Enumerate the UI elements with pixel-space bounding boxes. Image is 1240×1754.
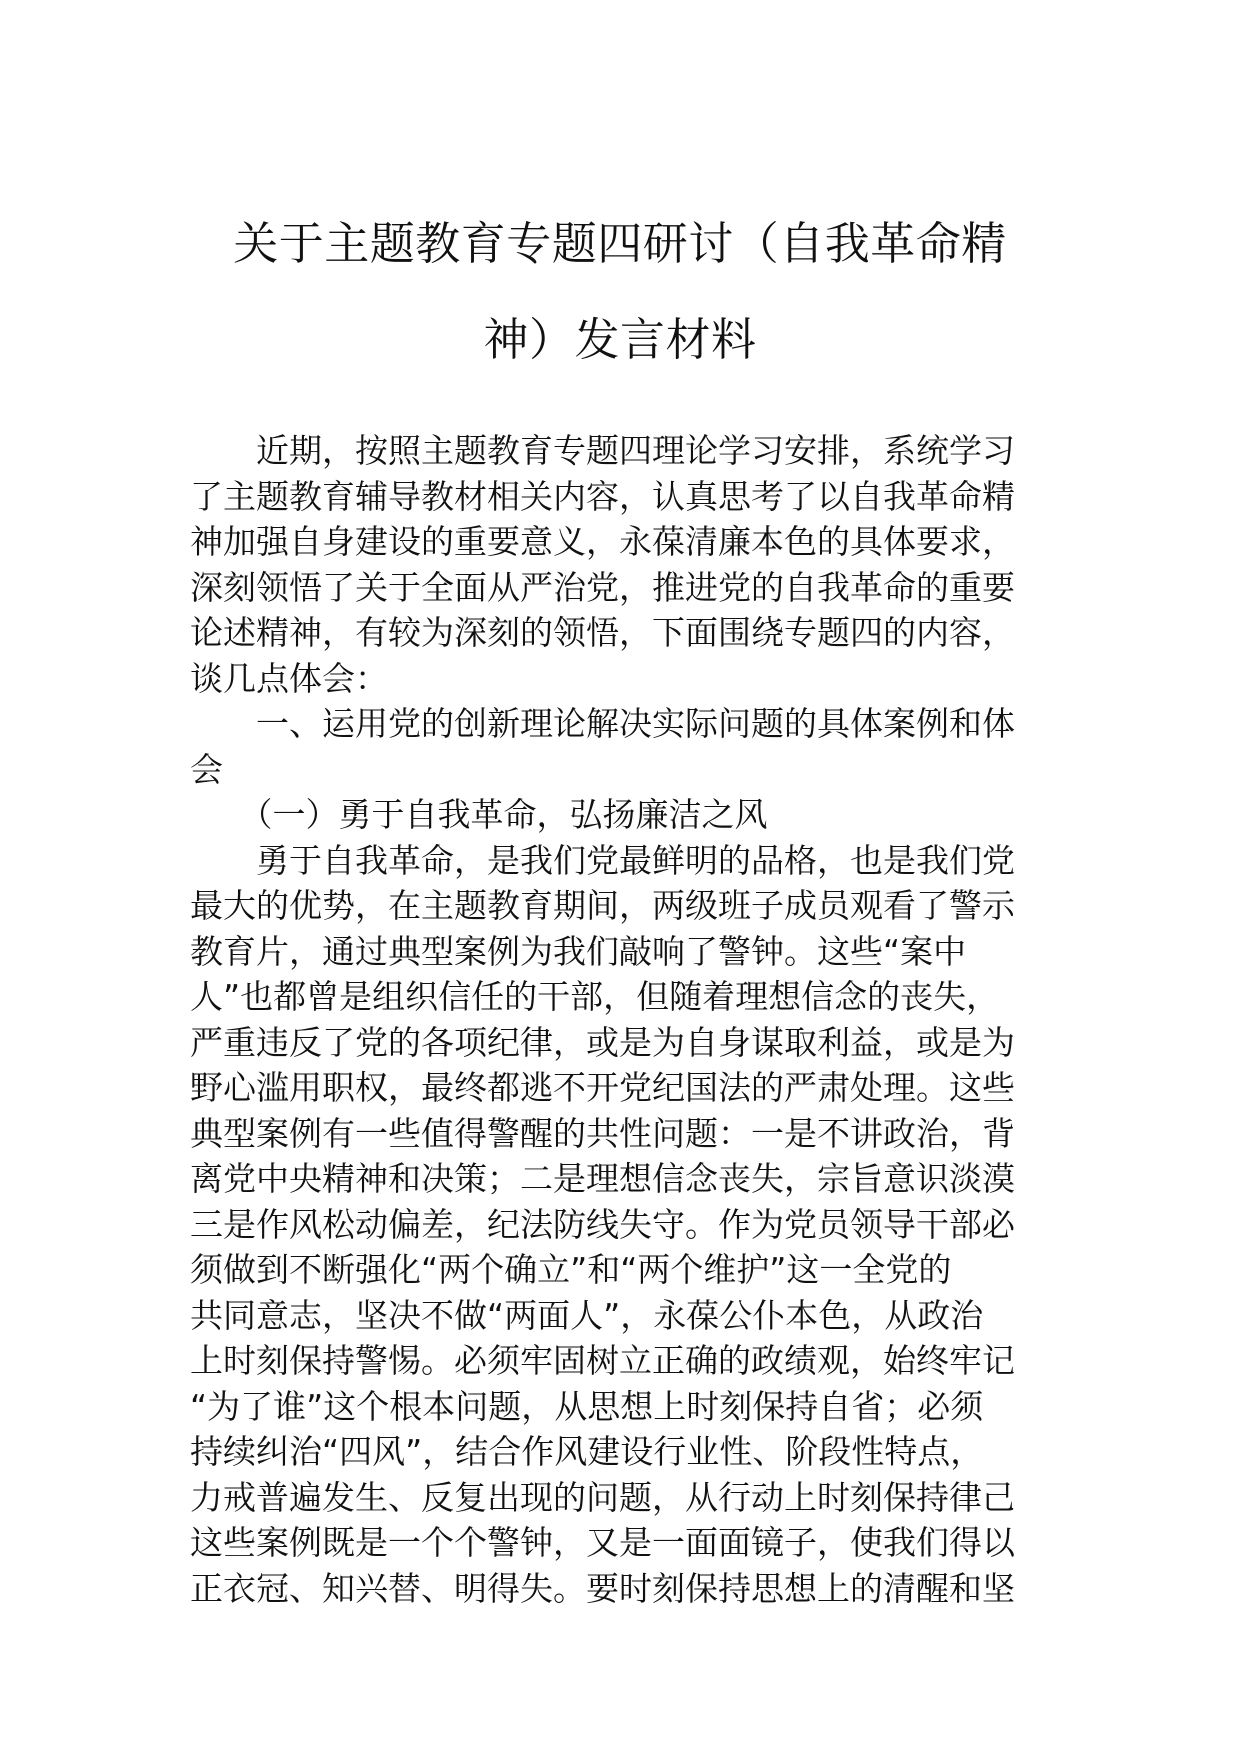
body-line: 严重违反了党的各项纪律，或是为自身谋取利益，或是为 <box>190 1022 1015 1062</box>
document-body <box>190 428 1056 1611</box>
document-title <box>190 196 1050 388</box>
subsection-heading: （一）勇于自我革命，弘扬廉洁之风 <box>190 795 768 834</box>
body-line: 了主题教育辅导教材相关内容，认真思考了以自我革命精 <box>190 476 1015 516</box>
body-line: 上时刻保持警惕。必须牢固树立正确的政绩观，始终牢记 <box>190 1341 1015 1380</box>
body-line: 这些案例既是一个个警钟，又是一面面镜子，使我们得以 <box>190 1523 1015 1562</box>
body-line: 教育片，通过典型案例为我们敲响了警钟。这些“案中 <box>190 931 967 971</box>
body-line: 三是作风松动偏差，纪法防线失守。作为党员领导干部必 <box>190 1204 1015 1244</box>
section-heading: 一、运用党的创新理论解决实际问题的具体案例和体 <box>190 704 1015 743</box>
body-line: 野心滥用职权，最终都逃不开党纪国法的严肃处理。这些 <box>190 1068 1015 1107</box>
body-line: 论述精神，有较为深刻的领悟，下面围绕专题四的内容， <box>190 613 1015 652</box>
body-line: 共同意志，坚决不做“两面人”，永葆公仆本色，从政治 <box>190 1295 984 1335</box>
body-line: 须做到不断强化“两个确立”和“两个维护”这一全党的 <box>190 1250 952 1289</box>
body-line: 典型案例有一些值得警醒的共性问题：一是不讲政治，背 <box>190 1113 1015 1153</box>
section-heading: 会 <box>190 749 223 789</box>
body-line: 持续纠治“四风”，结合作风建设行业性、阶段性特点， <box>190 1432 984 1471</box>
body-line: 正衣冠、知兴替、明得失。要时刻保持思想上的清醒和坚 <box>190 1568 1015 1608</box>
body-line: 神加强自身建设的重要意义，永葆清廉本色的具体要求， <box>190 522 1015 561</box>
body-line: 人”也都曾是组织信任的干部，但随着理想信念的丧失， <box>190 977 1000 1016</box>
body-line: 近期，按照主题教育专题四理论学习安排，系统学习 <box>190 431 1015 470</box>
body-line: 勇于自我革命，是我们党最鲜明的品格，也是我们党 <box>190 840 1015 880</box>
body-line: 谈几点体会： <box>190 658 388 698</box>
title-line: 关于主题教育专题四研讨（自我革命精 <box>233 217 1007 270</box>
body-line: 最大的优势，在主题教育期间，两级班子成员观看了警示 <box>190 886 1015 925</box>
body-line: 深刻领悟了关于全面从严治党，推进党的自我革命的重要 <box>190 567 1015 607</box>
title-line: 神）发言材料 <box>483 313 757 366</box>
body-line: “为了谁”这个根本问题，从思想上时刻保持自省；必须 <box>190 1386 984 1426</box>
body-line: 力戒普遍发生、反复出现的问题，从行动上时刻保持律己 <box>190 1477 1015 1517</box>
body-line: 离党中央精神和决策；二是理想信念丧失，宗旨意识淡漠 <box>190 1159 1015 1198</box>
